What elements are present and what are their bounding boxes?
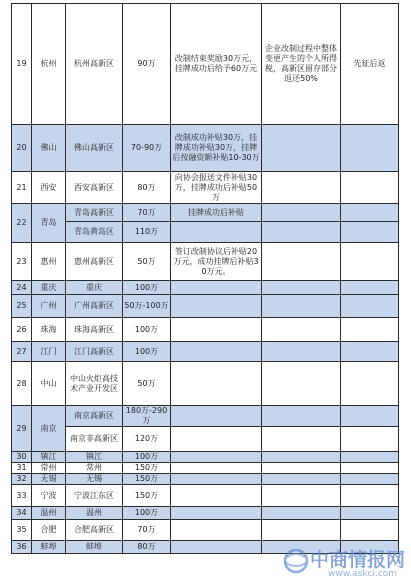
city-cell: 重庆 xyxy=(32,281,66,295)
city-cell: 蚌埠 xyxy=(32,541,66,554)
table-row xyxy=(12,463,399,474)
timing-cell xyxy=(341,172,399,204)
tax-cell xyxy=(262,485,341,507)
row-number: 29 xyxy=(12,406,32,452)
amount-cell: 50万 xyxy=(123,362,171,406)
row-number: 23 xyxy=(12,243,32,281)
reward-cell xyxy=(171,222,262,243)
zone-cell: 青岛高新区 xyxy=(66,204,123,222)
reward-cell: 改制成功补贴30万，挂牌成功补贴30万，挂牌后按融资额补贴10-30万 xyxy=(171,125,262,172)
row-number: 36 xyxy=(12,541,32,554)
reward-cell xyxy=(171,427,262,452)
table-row xyxy=(12,295,399,318)
tax-cell xyxy=(262,463,341,474)
amount-cell: 100万 xyxy=(123,507,171,520)
amount-cell: 100万 xyxy=(123,452,171,463)
city-cell: 惠州 xyxy=(32,243,66,281)
city-cell: 中山 xyxy=(32,362,66,406)
table-row xyxy=(12,318,399,342)
reward-cell xyxy=(171,474,262,485)
city-cell: 温州 xyxy=(32,507,66,520)
reward-cell xyxy=(171,295,262,318)
table-row xyxy=(12,342,399,362)
tax-cell xyxy=(262,125,341,172)
amount-cell: 50万-100万 xyxy=(123,295,171,318)
city-cell: 杭州 xyxy=(32,4,66,125)
city-cell: 青岛 xyxy=(32,204,66,243)
row-number: 26 xyxy=(12,318,32,342)
timing-cell: 先征后返 xyxy=(341,4,399,125)
timing-cell xyxy=(341,474,399,485)
tax-cell: 企业改制过程中整体变更产生的个人所得税，高新区留存部分返还50% xyxy=(262,4,341,125)
city-cell: 珠海 xyxy=(32,318,66,342)
watermark-title: 中商情报网 xyxy=(310,549,406,571)
timing-cell xyxy=(341,507,399,520)
tax-cell xyxy=(262,172,341,204)
zone-cell: 广州高新区 xyxy=(66,295,123,318)
city-cell: 广州 xyxy=(32,295,66,318)
watermark-url: www.askci.com xyxy=(328,569,398,579)
reward-cell xyxy=(171,452,262,463)
row-number: 33 xyxy=(12,485,32,507)
table-row xyxy=(12,474,399,485)
zone-cell: 宁波江东区 xyxy=(66,485,123,507)
row-number: 35 xyxy=(12,520,32,541)
amount-cell: 180万-290万 xyxy=(123,406,171,427)
table-row xyxy=(12,4,399,125)
zone-cell: 西安高新区 xyxy=(66,172,123,204)
table-row xyxy=(12,204,399,222)
zone-cell: 青岛黄岛区 xyxy=(66,222,123,243)
reward-cell xyxy=(171,318,262,342)
zone-cell: 蚌埠 xyxy=(66,541,123,554)
reward-cell xyxy=(171,520,262,541)
table-row xyxy=(12,222,399,243)
city-cell: 镇江 xyxy=(32,452,66,463)
reward-cell xyxy=(171,281,262,295)
timing-cell xyxy=(341,295,399,318)
table-row xyxy=(12,362,399,406)
reward-cell xyxy=(171,362,262,406)
row-number: 20 xyxy=(12,125,32,172)
reward-cell: 向协会报送文件补贴30万，挂牌成功后补贴50万 xyxy=(171,172,262,204)
zone-cell: 中山火炬高技术产业开发区 xyxy=(66,362,123,406)
tax-cell xyxy=(262,520,341,541)
timing-cell xyxy=(341,204,399,222)
timing-cell xyxy=(341,222,399,243)
amount-cell: 70万 xyxy=(123,520,171,541)
amount-cell: 150万 xyxy=(123,485,171,507)
amount-cell: 80万 xyxy=(123,172,171,204)
city-cell: 常州 xyxy=(32,463,66,474)
city-cell: 宁波 xyxy=(32,485,66,507)
reward-cell xyxy=(171,485,262,507)
tax-cell xyxy=(262,362,341,406)
timing-cell xyxy=(341,463,399,474)
row-number: 31 xyxy=(12,463,32,474)
amount-cell: 70-90万 xyxy=(123,125,171,172)
timing-cell xyxy=(341,362,399,406)
timing-cell xyxy=(341,520,399,541)
amount-cell: 120万 xyxy=(123,427,171,452)
amount-cell: 150万 xyxy=(123,463,171,474)
table-row xyxy=(12,507,399,520)
zone-cell: 镇江 xyxy=(66,452,123,463)
reward-cell xyxy=(171,541,262,554)
table-row xyxy=(12,485,399,507)
city-cell: 西安 xyxy=(32,172,66,204)
reward-cell: 签订改制协议后补贴20万元，成功挂牌后补贴30万元。 xyxy=(171,243,262,281)
zone-cell: 温州 xyxy=(66,507,123,520)
table-row xyxy=(12,520,399,541)
amount-cell: 80万 xyxy=(123,541,171,554)
amount-cell: 110万 xyxy=(123,222,171,243)
amount-cell: 50万 xyxy=(123,243,171,281)
zone-cell: 合肥高新区 xyxy=(66,520,123,541)
zone-cell: 重庆 xyxy=(66,281,123,295)
askci-watermark xyxy=(282,545,406,583)
globe-logo-icon xyxy=(282,547,310,575)
policy-table xyxy=(11,3,399,554)
timing-cell xyxy=(341,342,399,362)
tax-cell xyxy=(262,474,341,485)
tax-cell xyxy=(262,406,341,427)
table-row xyxy=(12,172,399,204)
tax-cell xyxy=(262,204,341,222)
row-number: 25 xyxy=(12,295,32,318)
row-number: 21 xyxy=(12,172,32,204)
timing-cell xyxy=(341,318,399,342)
tax-cell xyxy=(262,222,341,243)
table-row xyxy=(12,125,399,172)
tax-cell xyxy=(262,507,341,520)
city-cell: 佛山 xyxy=(32,125,66,172)
zone-cell: 佛山高新区 xyxy=(66,125,123,172)
amount-cell: 70万 xyxy=(123,204,171,222)
city-cell: 无锡 xyxy=(32,474,66,485)
table-row xyxy=(12,406,399,427)
table-row xyxy=(12,243,399,281)
tax-cell xyxy=(262,295,341,318)
amount-cell: 150万 xyxy=(123,474,171,485)
timing-cell xyxy=(341,406,399,427)
timing-cell xyxy=(341,125,399,172)
row-number: 34 xyxy=(12,507,32,520)
amount-cell: 90万 xyxy=(123,4,171,125)
row-number: 28 xyxy=(12,362,32,406)
table-row xyxy=(12,452,399,463)
tax-cell xyxy=(262,318,341,342)
zone-cell: 南京非高新区 xyxy=(66,427,123,452)
tax-cell xyxy=(262,243,341,281)
row-number: 32 xyxy=(12,474,32,485)
zone-cell: 杭州高新区 xyxy=(66,4,123,125)
reward-cell xyxy=(171,406,262,427)
timing-cell xyxy=(341,243,399,281)
row-number: 22 xyxy=(12,204,32,243)
tax-cell xyxy=(262,342,341,362)
tax-cell xyxy=(262,427,341,452)
row-number: 19 xyxy=(12,4,32,125)
table-row xyxy=(12,281,399,295)
row-number: 30 xyxy=(12,452,32,463)
city-cell: 江门 xyxy=(32,342,66,362)
timing-cell xyxy=(341,281,399,295)
amount-cell: 100万 xyxy=(123,342,171,362)
city-cell: 南京 xyxy=(32,406,66,452)
zone-cell: 江门高新区 xyxy=(66,342,123,362)
city-cell: 合肥 xyxy=(32,520,66,541)
reward-cell xyxy=(171,463,262,474)
table-row xyxy=(12,427,399,452)
zone-cell: 惠州高新区 xyxy=(66,243,123,281)
timing-cell xyxy=(341,485,399,507)
reward-cell xyxy=(171,507,262,520)
row-number: 24 xyxy=(12,281,32,295)
reward-cell: 挂牌成功后补贴 xyxy=(171,204,262,222)
tax-cell xyxy=(262,281,341,295)
row-number: 27 xyxy=(12,342,32,362)
tax-cell xyxy=(262,452,341,463)
zone-cell: 无锡 xyxy=(66,474,123,485)
amount-cell: 100万 xyxy=(123,281,171,295)
zone-cell: 南京高新区 xyxy=(66,406,123,427)
reward-cell: 改制结束奖励30万元，挂牌成功后给予60万元 xyxy=(171,4,262,125)
amount-cell: 100万 xyxy=(123,318,171,342)
timing-cell xyxy=(341,427,399,452)
timing-cell xyxy=(341,452,399,463)
reward-cell xyxy=(171,342,262,362)
zone-cell: 常州 xyxy=(66,463,123,474)
zone-cell: 珠海高新区 xyxy=(66,318,123,342)
